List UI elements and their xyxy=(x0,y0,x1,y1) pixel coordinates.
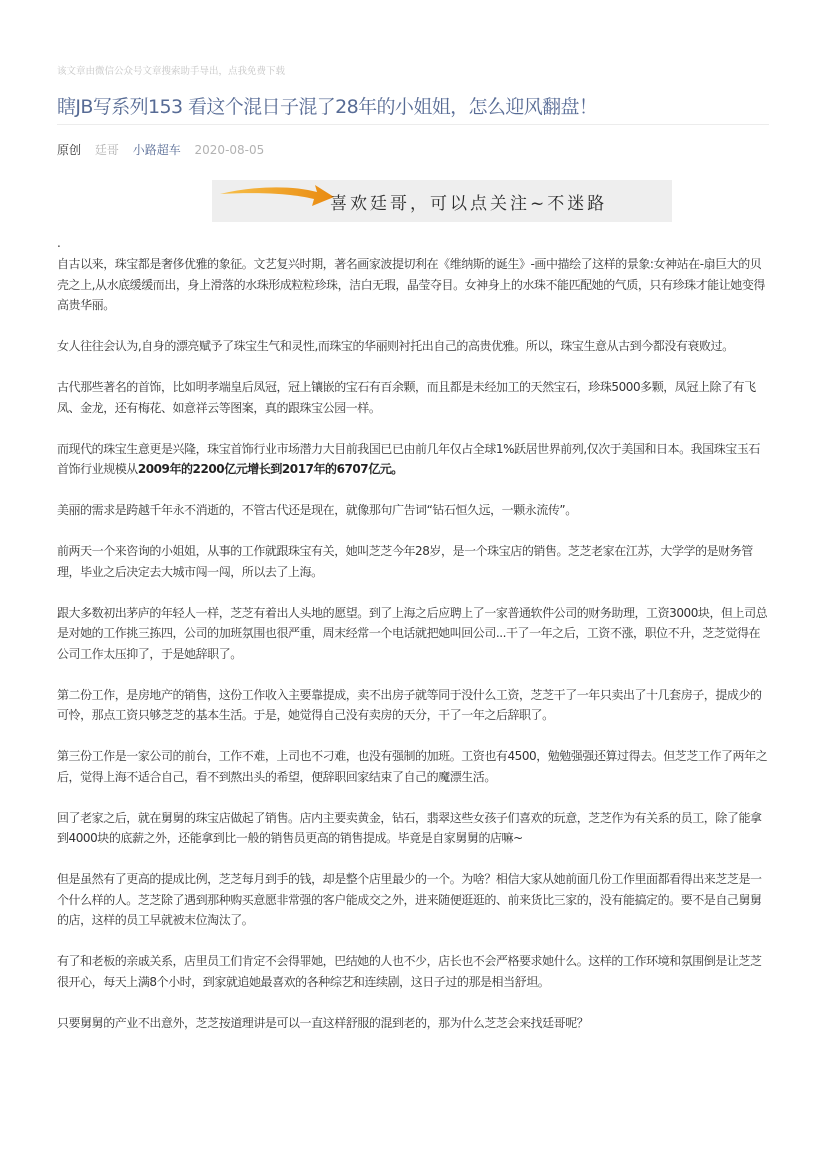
story-paragraph-5: 回了老家之后，就在舅舅的珠宝店做起了销售。店内主要卖黄金，钻石，翡翠这些女孩子们喜欢的玩意，芝芝作为有关系的员工，除了能拿到4000块的底薪之外，还能拿到比一般的销售员更高的销售提成。毕竟是自家舅舅的店嘛~ xyxy=(57,810,762,845)
paragraph-1: 自古以来，珠宝都是奢侈优雅的象征。文艺复兴时期，著名画家波提切利在《维纳斯的诞生》-画中描绘了这样的景象:女神站在-扇巨大的贝壳之上,从水底缓缓而出，身上滑落的水珠形成粒粒珍珠，洁白无瑕，晶莹夺目。女神身上的水珠不能匹配她的气质，只有珍珠才能让她变得高贵华丽。 xyxy=(57,257,765,312)
paragraph-2: 女人往往会认为,自身的漂亮赋予了珠宝生气和灵性,而珠宝的华丽则衬托出自己的高贵优雅。所以，珠宝生意从古到今都没有衰败过。 xyxy=(57,339,734,353)
article-title: 瞎JB写系列153 看这个混日子混了28年的小姐姐，怎么迎风翻盘！ xyxy=(57,96,598,118)
article-body xyxy=(57,254,769,1054)
story-paragraph-1: 前两天一个来咨询的小姐姐，从事的工作就跟珠宝有关，她叫芝芝今年28岁，是一个珠宝店的销售。芝芝老家在江苏，大学学的是财务管理，毕业之后决定去大城市闯一闯，所以去了上海。 xyxy=(57,544,753,579)
leading-dot: . xyxy=(57,236,61,250)
export-note-link[interactable]: 该文章由微信公众号文章搜索助手导出，点我免费下载 xyxy=(57,66,286,77)
story-paragraph-4: 第三份工作是一家公司的前台，工作不难，上司也不刁难，也没有强制的加班。工资也有4500，勉勉强强还算过得去。但芝芝工作了两年之后，觉得上海不适合自己，看不到熬出头的希望，便辞职回家结束了自己的魔漂生活。 xyxy=(57,749,768,784)
follow-banner xyxy=(212,180,672,222)
paragraph-4-bold: 2009年的2200亿元增长到2017年的6707亿元。 xyxy=(137,462,403,476)
author-name: 廷哥 xyxy=(94,143,119,157)
story-paragraph-8: 只要舅舅的产业不出意外，芝芝按道理讲是可以一直这样舒服的混到老的，那为什么芝芝会来找廷哥呢？ xyxy=(57,1015,589,1030)
paragraph-4-text: 而现代的珠宝生意更是兴隆，珠宝首饰行业市场潜力大目前我国已已由前几年仅占全球1%跃居世界前列,仅次于美国和日本。我国珠宝玉石首饰行业规模从 xyxy=(57,441,760,476)
original-tag: 原创 xyxy=(57,143,82,157)
publish-date: 2020-08-05 xyxy=(194,143,265,157)
paragraph-4 xyxy=(57,439,769,480)
story-paragraph-3: 第二份工作，是房地产的销售，这份工作收入主要靠提成，卖不出房子就等同于没什么工资，芝芝干了一年只卖出了十几套房子，提成少的可怜，那点工资只够芝芝的基本生活。于是，她觉得自己没有卖房的天分，干了一年之后辞职了。 xyxy=(57,687,762,722)
story-paragraph-7: 有了和老板的亲戚关系，店里员工们肯定不会得罪她，巴结她的人也不少，店长也不会严格要求她什么。这样的工作环境和氛围倒是让芝芝很开心，每天上满8个小时，到家就追她最喜欢的各种综艺和连续剧，这日子过的那是相当舒坦。 xyxy=(57,954,762,989)
title-divider xyxy=(57,124,769,125)
paragraph-3: 古代那些著名的首饰，比如明孝端皇后凤冠，冠上镶嵌的宝石有百余颗，而且都是未经加工的天然宝石，珍珠5000多颗，凤冠上除了有飞凤、金龙，还有梅花、如意祥云等图案，真的跟珠宝公园一样。 xyxy=(57,380,756,415)
banner-text: 喜欢廷哥，可以点关注~不迷路 xyxy=(330,194,608,214)
account-name-link[interactable]: 小路超车 xyxy=(132,143,181,157)
article-meta xyxy=(57,141,274,158)
paragraph-5: 美丽的需求是跨越千年永不消逝的，不管古代还是现在，就像那句广告词“钻石恒久远，一颗永流传”。 xyxy=(57,503,577,517)
story-paragraph-2: 跟大多数初出茅庐的年轻人一样，芝芝有着出人头地的愿望。到了上海之后应聘上了一家普通软件公司的财务助理，工资3000块，但上司总是对她的工作挑三拣四，公司的加班氛围也很严重，周末经常一个电话就把她叫回公司...干了一年之后，工资不涨，职位不升，芝芝觉得在公司工作太压抑了，于是她辞职了。 xyxy=(57,605,768,661)
story-paragraph-6: 但是虽然有了更高的提成比例，芝芝每月到手的钱，却是整个店里最少的一个。为啥？相信大家从她前面几份工作里面都看得出来芝芝是一个什么样的人。芝芝除了遇到那种购买意愿非常强的客户能成交之外，进来随便逛逛的、前来货比三家的，没有能搞定的。要不是自己舅舅的店，这样的员工早就被末位淘汰了。 xyxy=(57,872,762,927)
